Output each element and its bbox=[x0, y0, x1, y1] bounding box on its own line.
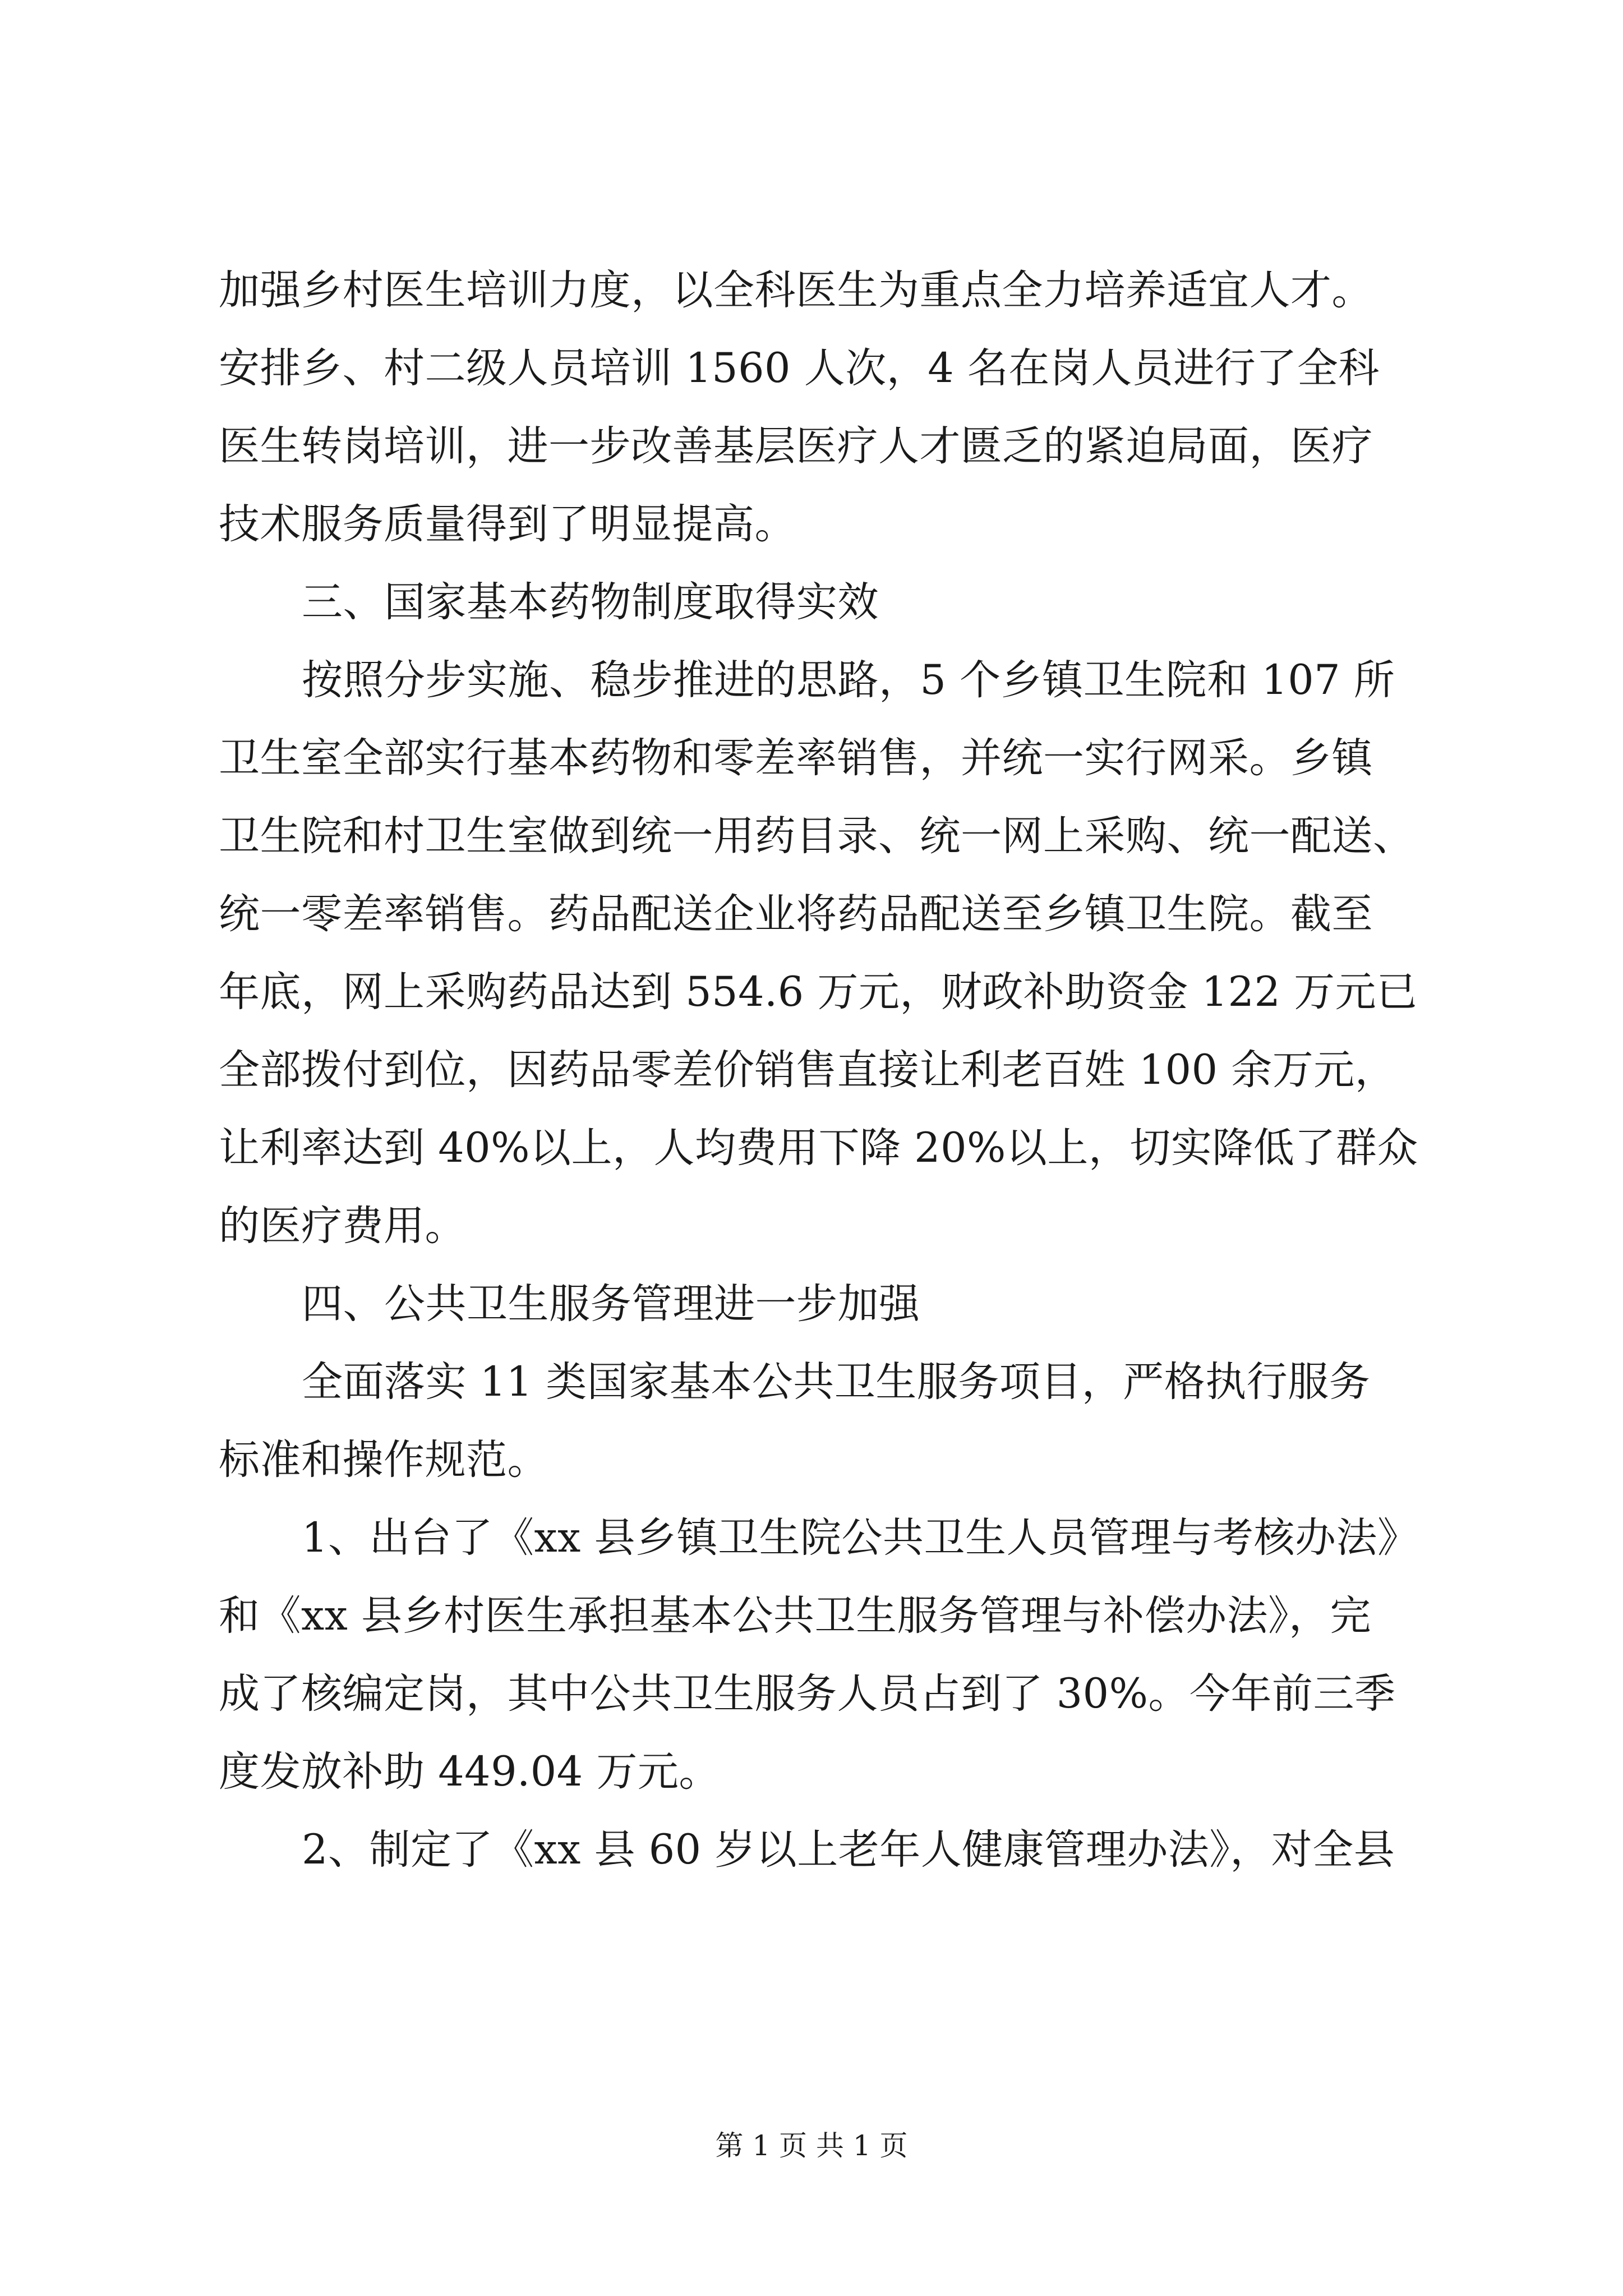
text-line: 年底，网上采购药品达到 554.6 万元，财政补助资金 122 万元已 bbox=[219, 968, 1418, 1016]
text-line: 1、出台了《xx 县乡镇卫生院公共卫生人员管理与考核办法》 bbox=[302, 1514, 1419, 1562]
text-line: 按照分步实施、稳步推进的思路，5 个乡镇卫生院和 107 所 bbox=[302, 656, 1395, 704]
text-line: 四、公共卫生服务管理进一步加强 bbox=[302, 1280, 920, 1328]
text-line: 度发放补助 449.04 万元。 bbox=[219, 1748, 720, 1796]
text-line: 全部拨付到位，因药品零差价销售直接让利老百姓 100 余万元， bbox=[219, 1046, 1396, 1094]
text-line: 成了核编定岗，其中公共卫生服务人员占到了 30%。今年前三季 bbox=[219, 1670, 1396, 1718]
text-line: 全面落实 11 类国家基本公共卫生服务项目，严格执行服务 bbox=[302, 1358, 1371, 1406]
text-line: 三、国家基本药物制度取得实效 bbox=[302, 578, 879, 626]
text-line: 卫生院和村卫生室做到统一用药目录、统一网上采购、统一配送、 bbox=[219, 812, 1414, 860]
text-line: 的医疗费用。 bbox=[219, 1202, 466, 1250]
page-footer: 第 1 页 共 1 页 bbox=[715, 2129, 908, 2162]
document-body bbox=[219, 251, 1419, 1889]
text-line: 2、制定了《xx 县 60 岁以上老年人健康管理办法》，对全县 bbox=[302, 1826, 1395, 1874]
text-line: 加强乡村医生培训力度，以全科医生为重点全力培养适宜人才。 bbox=[219, 266, 1373, 314]
text-line: 和《xx 县乡村医生承担基本公共卫生服务管理与补偿办法》，完 bbox=[219, 1592, 1372, 1640]
text-line: 卫生室全部实行基本药物和零差率销售，并统一实行网采。乡镇 bbox=[219, 734, 1373, 782]
text-line: 医生转岗培训，进一步改善基层医疗人才匮乏的紧迫局面，医疗 bbox=[219, 422, 1373, 470]
text-line: 安排乡、村二级人员培训 1560 人次，4 名在岗人员进行了全科 bbox=[219, 344, 1380, 392]
text-line: 统一零差率销售。药品配送企业将药品配送至乡镇卫生院。截至 bbox=[219, 890, 1373, 938]
text-line: 标准和操作规范。 bbox=[219, 1436, 548, 1484]
text-line: 让利率达到 40%以上，人均费用下降 20%以上，切实降低了群众 bbox=[219, 1124, 1418, 1172]
text-line: 技术服务质量得到了明显提高。 bbox=[219, 500, 796, 548]
